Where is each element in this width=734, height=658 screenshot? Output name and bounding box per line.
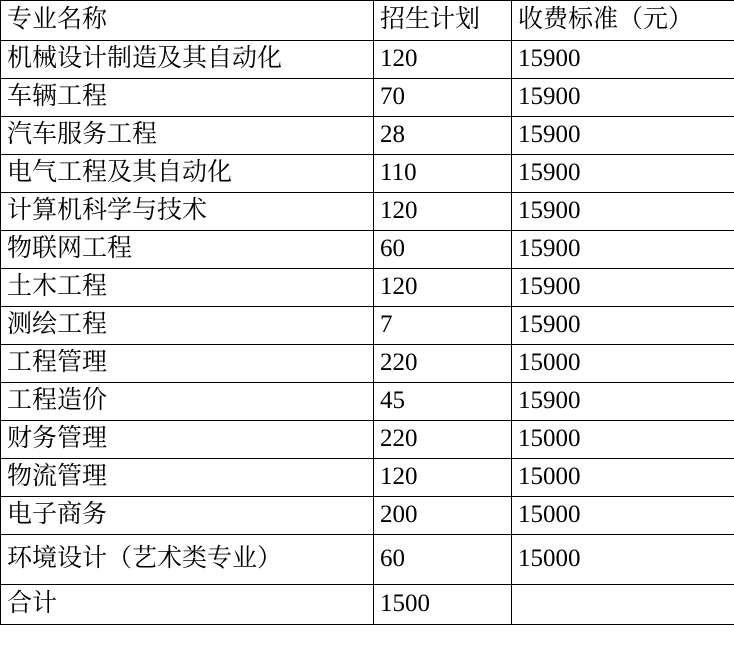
cell-major: 机械设计制造及其自动化 — [1, 41, 374, 79]
cell-fee: 15900 — [512, 155, 734, 193]
table-row — [1, 421, 734, 459]
cell-major: 环境设计（艺术类专业） — [1, 535, 374, 585]
cell-fee: 15900 — [512, 269, 734, 307]
cell-plan: 60 — [374, 535, 512, 585]
cell-plan: 28 — [374, 117, 512, 155]
cell-major: 计算机科学与技术 — [1, 193, 374, 231]
cell-fee: 15000 — [512, 497, 734, 535]
cell-plan: 120 — [374, 459, 512, 497]
cell-major: 物流管理 — [1, 459, 374, 497]
cell-plan: 110 — [374, 155, 512, 193]
cell-major: 测绘工程 — [1, 307, 374, 345]
table-total-row — [1, 585, 734, 625]
table-row — [1, 459, 734, 497]
cell-plan: 120 — [374, 193, 512, 231]
cell-fee: 15900 — [512, 383, 734, 421]
table-header-row — [1, 1, 734, 41]
column-header-major: 专业名称 — [1, 1, 374, 41]
cell-fee: 15000 — [512, 345, 734, 383]
table-row — [1, 345, 734, 383]
table-body — [1, 41, 734, 625]
cell-fee: 15900 — [512, 193, 734, 231]
table-row — [1, 117, 734, 155]
cell-major: 电气工程及其自动化 — [1, 155, 374, 193]
cell-fee: 15000 — [512, 459, 734, 497]
table-header — [1, 1, 734, 41]
cell-major-total: 合计 — [1, 585, 374, 625]
cell-major: 车辆工程 — [1, 79, 374, 117]
table-row — [1, 307, 734, 345]
cell-major: 汽车服务工程 — [1, 117, 374, 155]
cell-fee: 15000 — [512, 535, 734, 585]
table-row — [1, 383, 734, 421]
cell-plan: 120 — [374, 269, 512, 307]
cell-plan: 60 — [374, 231, 512, 269]
cell-fee: 15900 — [512, 231, 734, 269]
cell-fee: 15900 — [512, 41, 734, 79]
cell-plan: 70 — [374, 79, 512, 117]
cell-plan: 200 — [374, 497, 512, 535]
cell-major: 财务管理 — [1, 421, 374, 459]
column-header-fee: 收费标准（元） — [512, 1, 734, 41]
cell-major: 电子商务 — [1, 497, 374, 535]
cell-plan-total: 1500 — [374, 585, 512, 625]
cell-major: 土木工程 — [1, 269, 374, 307]
table-row — [1, 41, 734, 79]
table-row — [1, 535, 734, 585]
cell-major: 工程管理 — [1, 345, 374, 383]
cell-fee: 15900 — [512, 307, 734, 345]
column-header-plan: 招生计划 — [374, 1, 512, 41]
cell-plan: 7 — [374, 307, 512, 345]
cell-fee: 15900 — [512, 117, 734, 155]
cell-major: 物联网工程 — [1, 231, 374, 269]
table-row — [1, 79, 734, 117]
table-row — [1, 269, 734, 307]
cell-plan: 220 — [374, 421, 512, 459]
cell-fee: 15000 — [512, 421, 734, 459]
table-row — [1, 497, 734, 535]
cell-fee: 15900 — [512, 79, 734, 117]
cell-major: 工程造价 — [1, 383, 374, 421]
table-row — [1, 155, 734, 193]
cell-plan: 220 — [374, 345, 512, 383]
cell-fee-total — [512, 585, 734, 625]
table-row — [1, 231, 734, 269]
cell-plan: 45 — [374, 383, 512, 421]
cell-plan: 120 — [374, 41, 512, 79]
table-row — [1, 193, 734, 231]
